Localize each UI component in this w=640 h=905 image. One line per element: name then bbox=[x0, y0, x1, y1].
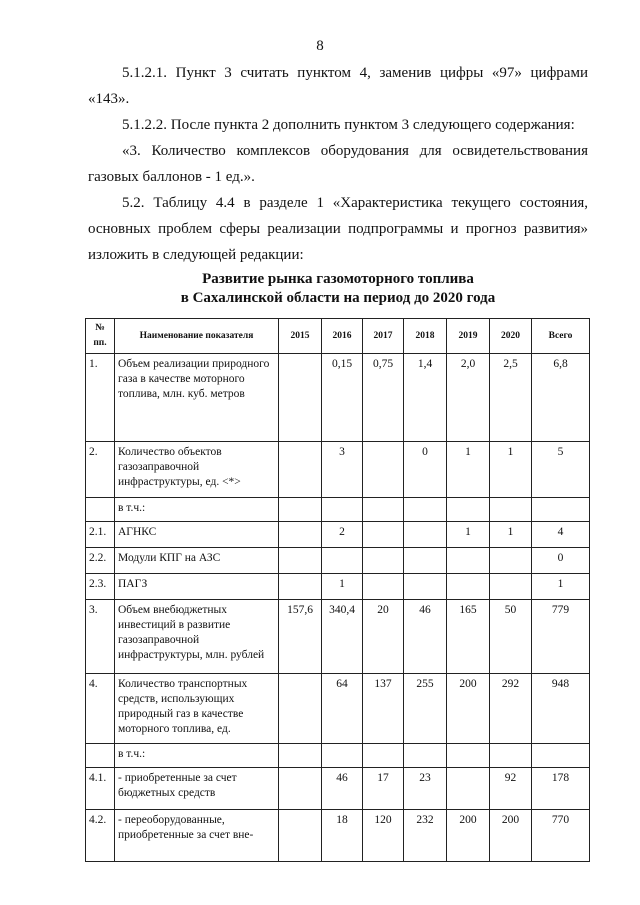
row-indicator: Количество объектов газозаправочной инфраструктуры, ед. <*> bbox=[115, 442, 279, 498]
cell-total: 5 bbox=[532, 442, 590, 498]
cell-2019 bbox=[447, 574, 490, 600]
table-title-line-2: в Сахалинской области на период до 2020 года bbox=[180, 290, 496, 306]
cell-2018 bbox=[404, 548, 447, 574]
cell-total: 178 bbox=[532, 768, 590, 810]
row-number bbox=[86, 744, 115, 768]
cell-2016: 1 bbox=[322, 574, 363, 600]
cell-2016: 64 bbox=[322, 674, 363, 744]
cell-2019 bbox=[447, 768, 490, 810]
cell-2019: 1 bbox=[447, 522, 490, 548]
row-indicator: ПАГЗ bbox=[115, 574, 279, 600]
cell-2017: 120 bbox=[363, 810, 404, 862]
table-title bbox=[88, 270, 588, 308]
page-number: 8 bbox=[316, 38, 324, 54]
cell-2019: 165 bbox=[447, 600, 490, 674]
cell-2015: 157,6 bbox=[279, 600, 322, 674]
row-indicator: Объем реализации природного газа в качестве моторного топлива, млн. куб. метров bbox=[115, 354, 279, 442]
cell-2017 bbox=[363, 498, 404, 522]
cell-total: 6,8 bbox=[532, 354, 590, 442]
row-number: 4.2. bbox=[86, 810, 115, 862]
table-row bbox=[86, 600, 590, 674]
header-2017: 2017 bbox=[363, 319, 404, 354]
cell-2017 bbox=[363, 548, 404, 574]
row-number bbox=[86, 498, 115, 522]
header-number: № пп. bbox=[86, 319, 115, 354]
cell-2018: 255 bbox=[404, 674, 447, 744]
cell-2020 bbox=[490, 498, 532, 522]
cell-2020: 92 bbox=[490, 768, 532, 810]
cell-2017 bbox=[363, 522, 404, 548]
cell-2019: 200 bbox=[447, 674, 490, 744]
gas-fuel-market-table bbox=[85, 318, 590, 862]
cell-2018 bbox=[404, 574, 447, 600]
cell-2019 bbox=[447, 498, 490, 522]
row-number: 1. bbox=[86, 354, 115, 442]
row-indicator: - приобретенные за счет бюджетных средств bbox=[115, 768, 279, 810]
table-row bbox=[86, 522, 590, 548]
table-row bbox=[86, 442, 590, 498]
table-header-row bbox=[86, 319, 590, 354]
cell-total bbox=[532, 744, 590, 768]
cell-total: 779 bbox=[532, 600, 590, 674]
table-row bbox=[86, 810, 590, 862]
header-total: Всего bbox=[532, 319, 590, 354]
header-2019: 2019 bbox=[447, 319, 490, 354]
cell-2015 bbox=[279, 498, 322, 522]
paragraph-item-3-quote: «3. Количество комплексов оборудования для освидетельствования газовых баллонов - 1 ед.». bbox=[88, 143, 588, 185]
table-row bbox=[86, 574, 590, 600]
cell-2016 bbox=[322, 744, 363, 768]
header-2018: 2018 bbox=[404, 319, 447, 354]
cell-2018: 232 bbox=[404, 810, 447, 862]
row-indicator: в т.ч.: bbox=[115, 744, 279, 768]
cell-2017: 0,75 bbox=[363, 354, 404, 442]
cell-2016: 0,15 bbox=[322, 354, 363, 442]
cell-2018: 23 bbox=[404, 768, 447, 810]
cell-2017: 20 bbox=[363, 600, 404, 674]
table-title-line-1: Развитие рынка газомоторного топлива bbox=[202, 271, 474, 287]
cell-2019 bbox=[447, 744, 490, 768]
paragraph-5-1-2-1: 5.1.2.1. Пункт 3 считать пунктом 4, заменив цифры «97» цифрами «143». bbox=[88, 65, 588, 107]
cell-2020: 292 bbox=[490, 674, 532, 744]
header-2015: 2015 bbox=[279, 319, 322, 354]
cell-2019: 2,0 bbox=[447, 354, 490, 442]
cell-2020: 50 bbox=[490, 600, 532, 674]
cell-2019: 1 bbox=[447, 442, 490, 498]
cell-2020: 200 bbox=[490, 810, 532, 862]
cell-2018: 1,4 bbox=[404, 354, 447, 442]
cell-2015 bbox=[279, 768, 322, 810]
paragraph-5-2: 5.2. Таблицу 4.4 в разделе 1 «Характеристика текущего состояния, основных проблем сферы реализации подпрограммы и прогноз развития» изложить в следующей редакции: bbox=[88, 195, 588, 263]
cell-total: 0 bbox=[532, 548, 590, 574]
cell-2018: 46 bbox=[404, 600, 447, 674]
table-row bbox=[86, 498, 590, 522]
cell-2015 bbox=[279, 744, 322, 768]
paragraph-5-1-2-2: 5.1.2.2. После пункта 2 дополнить пунктом 3 следующего содержания: bbox=[122, 117, 575, 133]
cell-2019 bbox=[447, 548, 490, 574]
row-number: 2.3. bbox=[86, 574, 115, 600]
row-indicator: Модули КПГ на АЗС bbox=[115, 548, 279, 574]
cell-2020: 1 bbox=[490, 442, 532, 498]
cell-2015 bbox=[279, 810, 322, 862]
cell-total: 1 bbox=[532, 574, 590, 600]
cell-2017: 17 bbox=[363, 768, 404, 810]
row-number: 4. bbox=[86, 674, 115, 744]
cell-2016: 3 bbox=[322, 442, 363, 498]
cell-total: 770 bbox=[532, 810, 590, 862]
table-row bbox=[86, 548, 590, 574]
cell-2017 bbox=[363, 442, 404, 498]
cell-2017: 137 bbox=[363, 674, 404, 744]
cell-2020 bbox=[490, 574, 532, 600]
cell-2018: 0 bbox=[404, 442, 447, 498]
cell-2020: 1 bbox=[490, 522, 532, 548]
row-number: 2.2. bbox=[86, 548, 115, 574]
row-number: 2. bbox=[86, 442, 115, 498]
cell-total bbox=[532, 498, 590, 522]
cell-2016: 2 bbox=[322, 522, 363, 548]
cell-2018 bbox=[404, 498, 447, 522]
header-2016: 2016 bbox=[322, 319, 363, 354]
table-row bbox=[86, 744, 590, 768]
row-indicator: - переоборудованные, приобретенные за счет вне- bbox=[115, 810, 279, 862]
cell-2016 bbox=[322, 498, 363, 522]
cell-2019: 200 bbox=[447, 810, 490, 862]
cell-2015 bbox=[279, 354, 322, 442]
cell-2017 bbox=[363, 744, 404, 768]
cell-2020 bbox=[490, 744, 532, 768]
cell-2015 bbox=[279, 574, 322, 600]
cell-2015 bbox=[279, 522, 322, 548]
header-2020: 2020 bbox=[490, 319, 532, 354]
row-number: 4.1. bbox=[86, 768, 115, 810]
cell-2016: 340,4 bbox=[322, 600, 363, 674]
row-indicator: Количество транспортных средств, использующих природный газ в качестве моторного топлива, ед. bbox=[115, 674, 279, 744]
table-row bbox=[86, 354, 590, 442]
header-indicator-name: Наименование показателя bbox=[115, 319, 279, 354]
cell-2016 bbox=[322, 548, 363, 574]
cell-total: 948 bbox=[532, 674, 590, 744]
cell-2015 bbox=[279, 674, 322, 744]
cell-2020: 2,5 bbox=[490, 354, 532, 442]
row-number: 3. bbox=[86, 600, 115, 674]
row-indicator: Объем внебюджетных инвестиций в развитие газозаправочной инфраструктуры, млн. рублей bbox=[115, 600, 279, 674]
cell-2020 bbox=[490, 548, 532, 574]
cell-2016: 46 bbox=[322, 768, 363, 810]
cell-2018 bbox=[404, 744, 447, 768]
cell-2015 bbox=[279, 442, 322, 498]
row-indicator: АГНКС bbox=[115, 522, 279, 548]
cell-2018 bbox=[404, 522, 447, 548]
table-row bbox=[86, 768, 590, 810]
cell-2015 bbox=[279, 548, 322, 574]
table-row bbox=[86, 674, 590, 744]
cell-2016: 18 bbox=[322, 810, 363, 862]
cell-2017 bbox=[363, 574, 404, 600]
cell-total: 4 bbox=[532, 522, 590, 548]
row-indicator: в т.ч.: bbox=[115, 498, 279, 522]
row-number: 2.1. bbox=[86, 522, 115, 548]
